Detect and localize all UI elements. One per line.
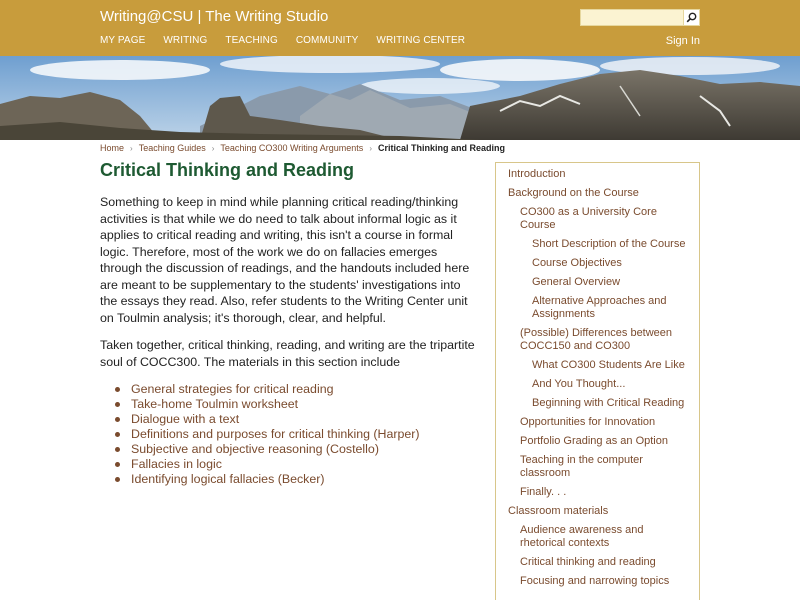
breadcrumb-teaching-co300[interactable]: Teaching CO300 Writing Arguments [220, 143, 364, 153]
materials-link-toulmin-worksheet[interactable]: Take-home Toulmin worksheet [115, 397, 420, 412]
materials-link-subjective-objective[interactable]: Subjective and objective reasoning (Costello) [115, 442, 420, 457]
sidebar-item[interactable]: Focusing and narrowing topics [520, 575, 670, 587]
nav-my-page[interactable]: MY PAGE [100, 35, 146, 46]
sidebar-item[interactable]: Critical thinking and reading [520, 556, 656, 568]
nav-community[interactable]: COMMUNITY [295, 35, 359, 46]
materials-list [115, 382, 420, 487]
breadcrumb-separator-icon: › [130, 143, 133, 153]
sidebar-item[interactable]: What CO300 Students Are Like [532, 359, 685, 371]
breadcrumb-current: Critical Thinking and Reading [377, 143, 505, 153]
breadcrumb-home[interactable]: Home [100, 143, 125, 153]
sidebar-item[interactable]: Beginning with Critical Reading [532, 397, 685, 409]
nav-writing[interactable]: WRITING [163, 35, 208, 46]
search-box [580, 9, 700, 26]
sidebar-item[interactable]: Introduction [508, 168, 566, 180]
sidebar-item[interactable]: Finally. . . [520, 486, 567, 498]
sidebar-item[interactable]: Opportunities for Innovation [520, 416, 656, 428]
sidebar-item[interactable]: Short Description of the Course [532, 238, 686, 250]
search-button[interactable] [683, 10, 699, 25]
sidebar-item[interactable]: Teaching in the computer classroom [520, 454, 643, 479]
breadcrumb-separator-icon: › [369, 143, 372, 153]
sidebar-item[interactable]: And You Thought... [532, 378, 626, 390]
sidebar-toc [495, 162, 700, 600]
breadcrumb-teaching-guides[interactable]: Teaching Guides [138, 143, 206, 153]
sidebar-item[interactable]: General Overview [532, 276, 621, 288]
nav-teaching[interactable]: TEACHING [225, 35, 278, 46]
search-icon [686, 12, 697, 23]
breadcrumb [100, 143, 505, 153]
materials-paragraph: Taken together, critical thinking, reading, and writing are the tripartite soul of COCC300. The materials in this section include [100, 338, 475, 369]
site-header [0, 0, 800, 56]
sidebar-item[interactable]: Portfolio Grading as an Option [520, 435, 668, 447]
sign-in-link[interactable]: Sign In [665, 35, 700, 47]
nav-writing-center[interactable]: WRITING CENTER [376, 35, 466, 46]
materials-link-general-strategies[interactable]: General strategies for critical reading [115, 382, 420, 397]
main-nav [100, 35, 483, 46]
site-title[interactable]: Writing@CSU | The Writing Studio [100, 8, 329, 25]
materials-link-identifying-fallacies[interactable]: Identifying logical fallacies (Becker) [115, 472, 420, 487]
header-banner-image [0, 56, 800, 140]
intro-paragraph: Something to keep in mind while planning critical reading/thinking activities is that while we do need to talk about informal logic as it applies to critical reading and writing, this isn't a course in formal logic. Therefore, most of the work we do on fallacies emerges through the discussion of readings, and the handouts included here are meant to be supplementary to the students' investigations into the essays they read. Also, refer students to the Writing Center unit on Toulmin analysis; it's thorough, clear, and helpful. [100, 195, 470, 325]
page-title: Critical Thinking and Reading [100, 160, 355, 180]
sidebar-item[interactable]: CO300 as a University Core Course [520, 206, 657, 231]
breadcrumb-separator-icon: › [211, 143, 215, 153]
sidebar-item[interactable]: Classroom materials [508, 505, 609, 517]
sidebar-item[interactable]: (Possible) Differences between COCC150 and CO300 [520, 327, 673, 352]
sidebar-item[interactable]: Audience awareness and rhetorical contexts [520, 524, 644, 549]
search-input[interactable] [581, 10, 685, 25]
materials-link-fallacies[interactable]: Fallacies in logic [115, 457, 420, 472]
sidebar-item[interactable]: Alternative Approaches and Assignments [532, 295, 667, 320]
materials-link-dialogue-with-text[interactable]: Dialogue with a text [115, 412, 420, 427]
sidebar-item[interactable]: Course Objectives [532, 257, 622, 269]
sidebar-item[interactable]: Background on the Course [508, 187, 639, 199]
materials-link-definitions-harper[interactable]: Definitions and purposes for critical thinking (Harper) [115, 427, 420, 442]
